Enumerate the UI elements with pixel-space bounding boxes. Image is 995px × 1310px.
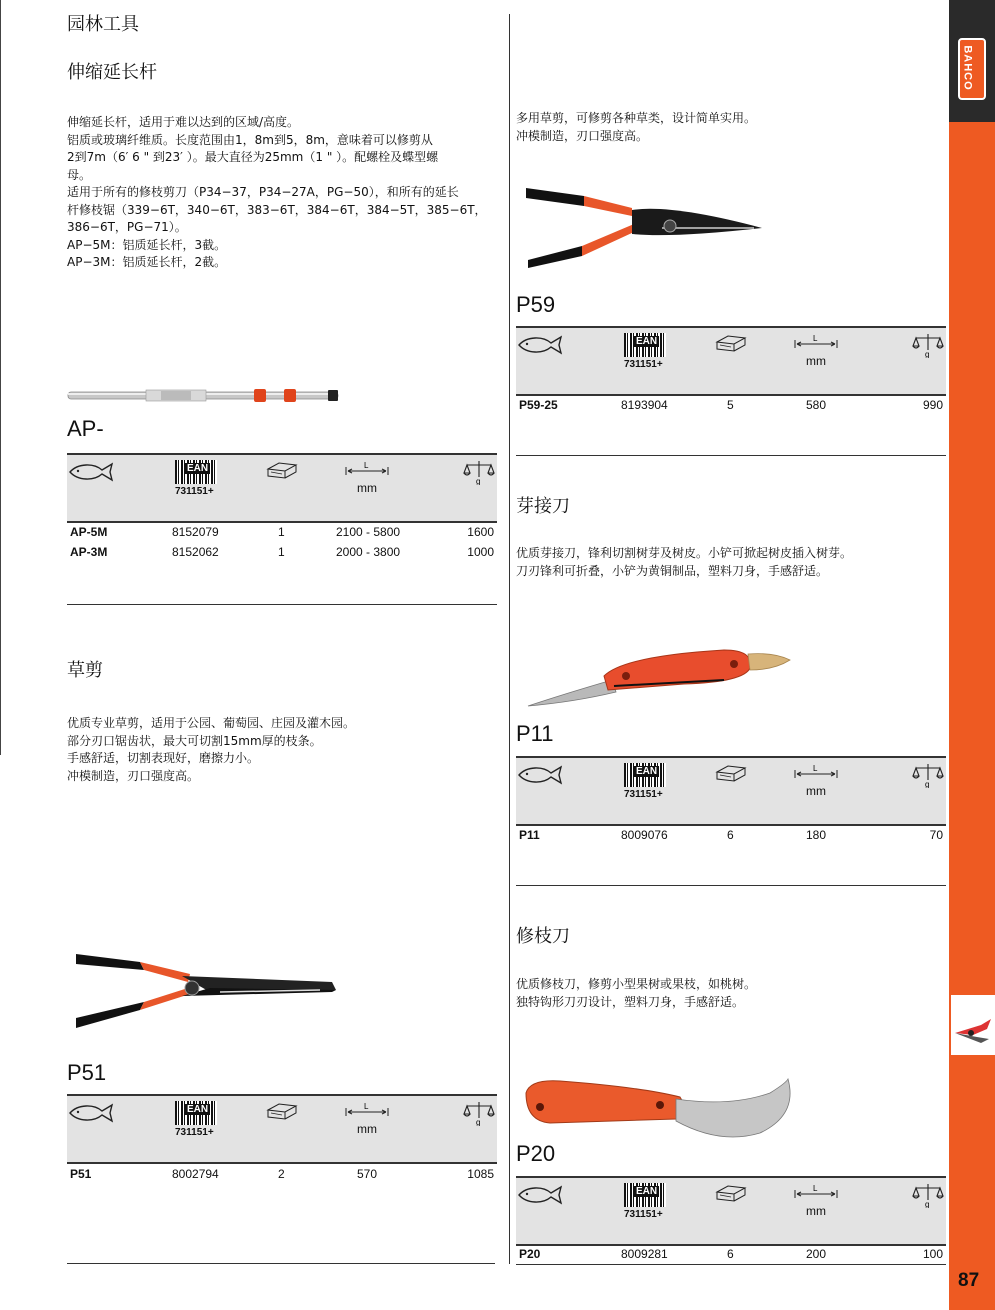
- fish-icon: [517, 334, 563, 356]
- svg-text:L: L: [813, 764, 818, 773]
- length-value: 580: [806, 398, 827, 412]
- section-desc-grass: 多用草剪，可修剪各种草类，设计简单实用。 冲模制造，刃口强度高。: [516, 111, 757, 143]
- brand-logo-text: BAHCO: [961, 45, 974, 91]
- section-thumbnail: [951, 995, 995, 1055]
- section-title-extension: 伸缩延长杆: [67, 62, 157, 83]
- weight-value: 1600: [467, 525, 494, 539]
- section-desc-budding: 优质芽接刀，锋利切割树芽及树皮。小铲可掀起树皮插入树芽。 刀刃锋利可折叠，小铲为黄铜制品，塑料刀身，手感舒适。: [516, 546, 853, 578]
- ean-label: EAN: [187, 1104, 209, 1115]
- length-icon: [793, 764, 839, 780]
- pruner-thumbnail-icon: [951, 995, 995, 1055]
- svg-text:L: L: [813, 334, 818, 343]
- page-number: 87: [958, 1270, 980, 1291]
- model-p11: P11: [516, 721, 554, 746]
- length-unit: mm: [806, 784, 826, 798]
- weight-value: 70: [929, 828, 943, 842]
- length-unit: mm: [806, 1204, 826, 1218]
- section-title-budding: 芽接刀: [516, 496, 570, 517]
- model-p20: P20: [516, 1141, 556, 1166]
- weight-scale-icon: [912, 1182, 944, 1208]
- ean-prefix: 731151+: [624, 1209, 663, 1220]
- ean-prefix: 731151+: [624, 359, 663, 370]
- page-left-rule: [0, 0, 1, 755]
- package-qty-icon: [265, 459, 299, 481]
- ean-code: 8002794: [172, 1167, 219, 1181]
- section-divider: [516, 455, 946, 456]
- product-code: P20: [519, 1247, 541, 1261]
- product-code: AP-5M: [70, 525, 108, 539]
- length-unit: mm: [357, 481, 377, 495]
- pack-qty: 1: [278, 545, 285, 559]
- svg-text:g: g: [476, 1118, 481, 1126]
- length-icon: [793, 1184, 839, 1200]
- section-divider: [516, 885, 946, 886]
- column-divider: [509, 14, 510, 1264]
- ean-prefix: 731151+: [175, 486, 214, 497]
- pack-qty: 2: [278, 1167, 285, 1181]
- weight-value: 100: [922, 1247, 943, 1261]
- table-row: [516, 398, 946, 414]
- ean-code: 8009076: [621, 828, 668, 842]
- table-row: [516, 1247, 946, 1263]
- section-desc-pruning: 优质修枝刀，修剪小型果树或果枝，如桃树。 独特钩形刀刃设计，塑料刀身，手感舒适。: [516, 977, 757, 1009]
- ean-code: 8152062: [172, 545, 219, 559]
- brand-logo: [958, 38, 986, 100]
- fish-icon: [68, 461, 114, 483]
- spec-header-budding: [516, 756, 946, 826]
- ean-label: EAN: [636, 766, 658, 777]
- ean-label: EAN: [636, 1186, 658, 1197]
- budding-knife-p11-image: [524, 640, 794, 712]
- weight-scale-icon: [912, 332, 944, 358]
- length-icon: [344, 461, 390, 477]
- ean-prefix: 731151+: [624, 789, 663, 800]
- weight-value: 1085: [467, 1167, 494, 1181]
- shears-p59-image: [522, 180, 772, 280]
- svg-text:L: L: [364, 461, 369, 470]
- length-value: 180: [806, 828, 827, 842]
- section-desc-shears: 优质专业草剪，适用于公园、葡萄园、庄园及灌木园。 部分刃口锯齿状，最大可切割15mm厚的枝条。 手感舒适，切割表现好，磨擦力小。 冲模制造，刃口强度高。: [67, 716, 356, 783]
- pruning-knife-p20-image: [520, 1075, 798, 1150]
- length-value: 570: [357, 1167, 378, 1181]
- pack-qty: 1: [278, 525, 285, 539]
- svg-text:g: g: [925, 350, 930, 358]
- length-icon: [344, 1102, 390, 1118]
- spec-header-shears: [67, 1094, 497, 1164]
- sidebar-orange: [949, 122, 995, 1310]
- ean-code: 8193904: [621, 398, 668, 412]
- product-code: P11: [519, 828, 540, 842]
- weight-scale-icon: [912, 762, 944, 788]
- table-row: [67, 545, 497, 561]
- svg-text:L: L: [364, 1102, 369, 1111]
- table-row: [516, 828, 946, 844]
- length-icon: [793, 334, 839, 350]
- section-divider: [67, 604, 497, 605]
- fish-icon: [517, 1184, 563, 1206]
- section-desc-extension: 伸缩延长杆，适用于难以达到的区域/高度。 铝质或玻璃纤维质。长度范围由1，8m到5，8m，意味着可以修剪从 2到7m（6′ 6 " 到23′ ）。最大直径为25mm（1 " ）。配螺栓及蝶型螺 母。 适用于所有的修枝剪刀（P34−37，P34−27A，PG−50），和所有的延长 杆修枝锯（339−6T，340−6T，383−6T，384−6T，384−5T，385−6T， 386−6T，PG−71）。 AP−5M：铝质延长杆，3截。 AP−3M：铝质延长杆，2截。: [67, 115, 487, 269]
- model-ap: AP-: [67, 416, 104, 441]
- fish-icon: [68, 1102, 114, 1124]
- length-unit: mm: [806, 354, 826, 368]
- pack-qty: 6: [727, 1247, 734, 1261]
- svg-text:L: L: [813, 1184, 818, 1193]
- model-p59: P59: [516, 292, 556, 317]
- weight-scale-icon: [463, 459, 495, 485]
- section-title-shears: 草剪: [67, 660, 103, 681]
- weight-scale-icon: [463, 1100, 495, 1126]
- category-title: 园林工具: [67, 14, 139, 35]
- spec-header-grass: [516, 326, 946, 396]
- length-value: 2100 - 5800: [336, 525, 401, 539]
- package-qty-icon: [714, 1182, 748, 1204]
- length-unit: mm: [357, 1122, 377, 1136]
- package-qty-icon: [265, 1100, 299, 1122]
- section-title-pruning: 修枝刀: [516, 926, 570, 947]
- svg-text:g: g: [925, 1200, 930, 1208]
- weight-value: 1000: [467, 545, 494, 559]
- product-code: AP-3M: [70, 545, 108, 559]
- spec-header-extension: [67, 453, 497, 523]
- pack-qty: 6: [727, 828, 734, 842]
- svg-text:g: g: [476, 477, 481, 485]
- product-code: P51: [70, 1167, 92, 1181]
- shears-p51-image: [70, 940, 342, 1040]
- section-divider: [67, 1263, 495, 1264]
- pack-qty: 5: [727, 398, 734, 412]
- extension-pole-image: [66, 384, 341, 406]
- ean-code: 8009281: [621, 1247, 668, 1261]
- length-value: 2000 - 3800: [336, 545, 401, 559]
- length-value: 200: [806, 1247, 827, 1261]
- package-qty-icon: [714, 332, 748, 354]
- model-p51: P51: [67, 1060, 107, 1085]
- ean-prefix: 731151+: [175, 1127, 214, 1138]
- table-row: [67, 1167, 497, 1183]
- ean-label: EAN: [187, 463, 209, 474]
- ean-code: 8152079: [172, 525, 219, 539]
- weight-value: 990: [922, 398, 943, 412]
- svg-text:g: g: [925, 780, 930, 788]
- table-row: [67, 525, 497, 541]
- fish-icon: [517, 764, 563, 786]
- package-qty-icon: [714, 762, 748, 784]
- spec-header-pruning: [516, 1176, 946, 1246]
- section-divider: [516, 1264, 946, 1265]
- product-code: P59-25: [519, 398, 558, 412]
- ean-label: EAN: [636, 336, 658, 347]
